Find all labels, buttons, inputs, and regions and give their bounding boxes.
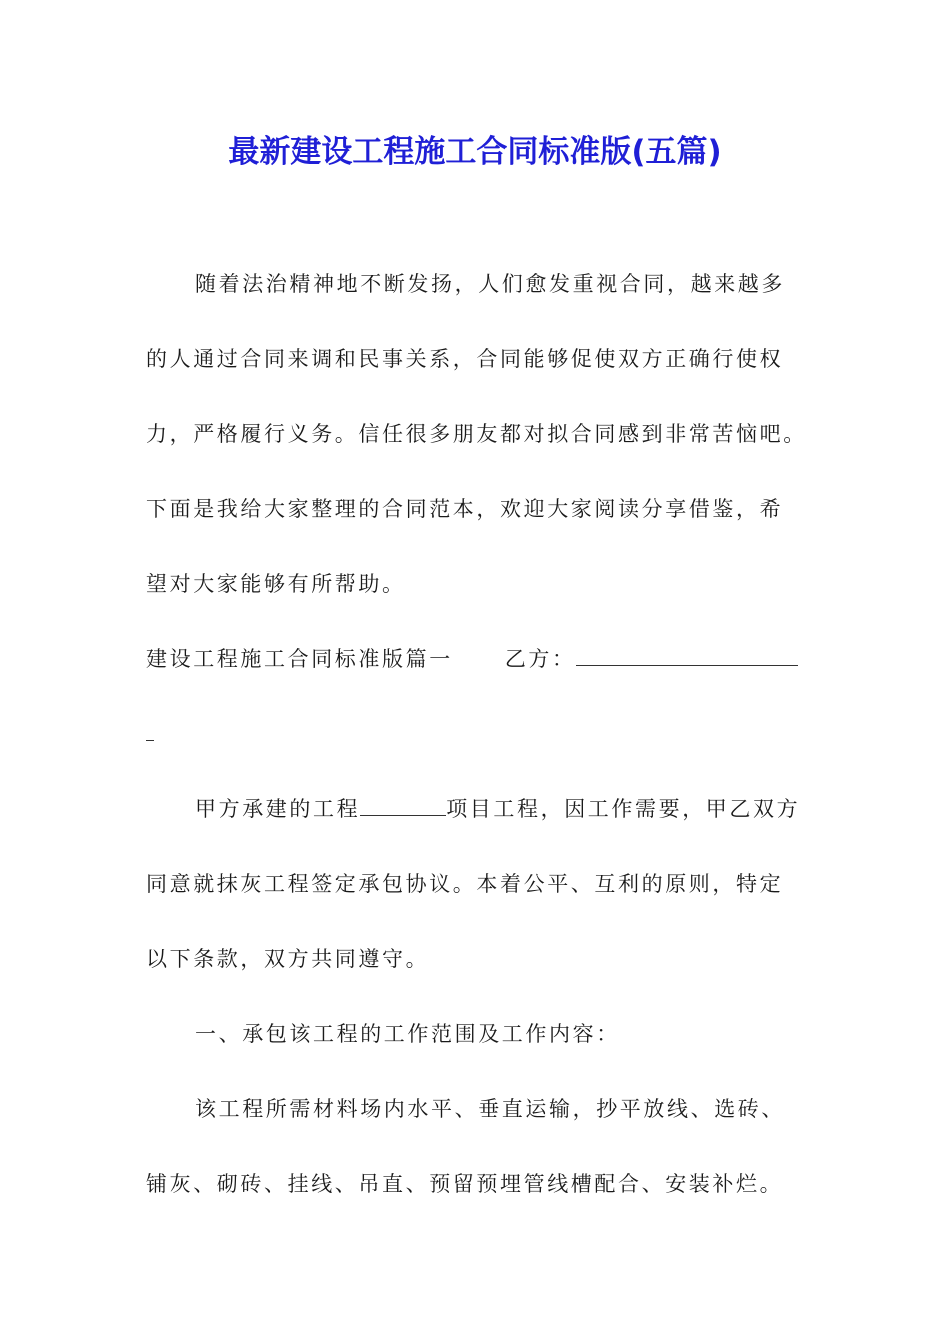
party-b-blank xyxy=(576,643,798,666)
party-b-blank-continued xyxy=(146,718,154,741)
intro-line-2: 的人通过合同来调和民事关系，合同能够促使双方正确行使权 xyxy=(146,347,784,371)
clause1-body-line-2: 铺灰、砌砖、挂线、吊直、预留预埋管线槽配合、安装补烂。 xyxy=(146,1172,784,1196)
project-name-blank xyxy=(360,793,446,816)
para1-text-after: 项目工程，因工作需要，甲乙双方 xyxy=(446,797,801,821)
party-b-blank-continued-row xyxy=(146,718,154,750)
para1-text-before: 甲方承建的工程 xyxy=(195,797,361,821)
para1-line-1 xyxy=(195,793,800,825)
document-title: 最新建设工程施工合同标准版(五篇) xyxy=(228,134,722,170)
intro-line-1: 随着法治精神地不断发扬，人们愈发重视合同，越来越多 xyxy=(195,272,785,296)
para1-line-3: 以下条款，双方共同遵守。 xyxy=(146,947,430,971)
clause1-body-line-1: 该工程所需材料场内水平、垂直运输，抄平放线、选砖、 xyxy=(195,1097,785,1121)
intro-line-4: 下面是我给大家整理的合同范本，欢迎大家阅读分享借鉴，希 xyxy=(146,497,784,521)
section-heading-row xyxy=(146,643,798,675)
party-b-label: 乙方： xyxy=(504,647,576,671)
para1-line-2: 同意就抹灰工程签定承包协议。本着公平、互利的原则，特定 xyxy=(146,872,784,896)
clause1-heading: 一、承包该工程的工作范围及工作内容： xyxy=(195,1022,620,1046)
intro-line-3: 力，严格履行义务。信任很多朋友都对拟合同感到非常苦恼吧。 xyxy=(146,422,807,446)
section-heading: 建设工程施工合同标准版篇一 xyxy=(146,647,453,671)
intro-line-5: 望对大家能够有所帮助。 xyxy=(146,572,406,596)
